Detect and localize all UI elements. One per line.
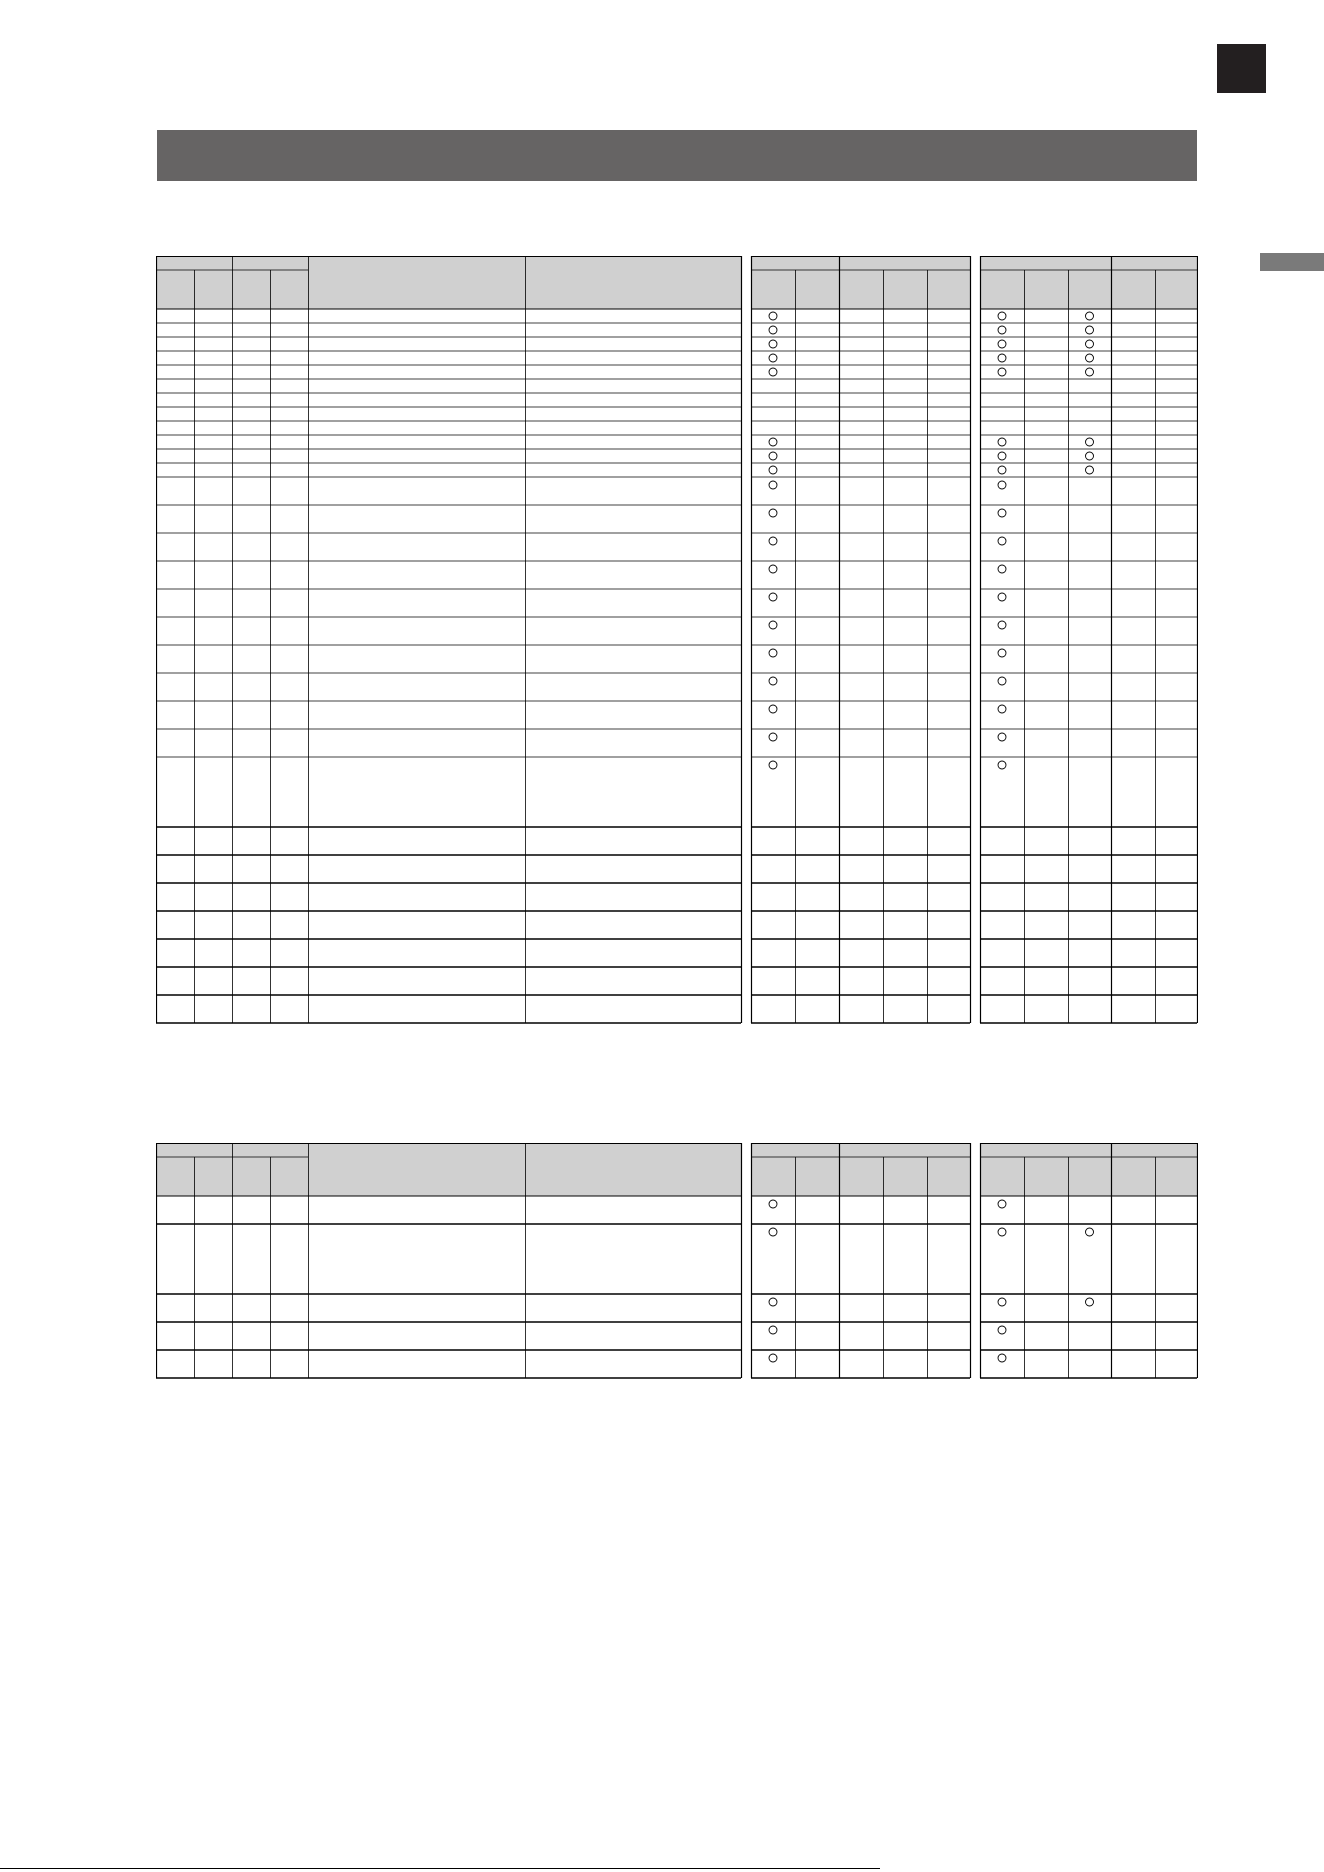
circle-mark <box>769 438 777 446</box>
circle-mark <box>1086 466 1094 474</box>
circle-mark <box>998 509 1006 517</box>
circle-mark <box>769 1354 777 1362</box>
side-index-marker <box>1260 253 1324 271</box>
circle-mark <box>769 621 777 629</box>
circle-mark <box>1086 452 1094 460</box>
circle-mark <box>769 1298 777 1306</box>
circle-mark <box>769 368 777 376</box>
circle-mark <box>769 649 777 657</box>
circle-mark <box>998 705 1006 713</box>
circle-mark <box>769 593 777 601</box>
circle-mark <box>769 509 777 517</box>
circle-mark <box>769 537 777 545</box>
header-block-right <box>980 256 1197 309</box>
circle-mark <box>998 368 1006 376</box>
circle-mark <box>769 466 777 474</box>
circle-mark <box>1086 326 1094 334</box>
footer-text <box>880 1862 1050 1872</box>
circle-mark <box>769 452 777 460</box>
header-block-left <box>156 256 741 309</box>
circle-mark <box>998 466 1006 474</box>
circle-mark <box>769 354 777 362</box>
circle-mark <box>998 1200 1006 1208</box>
circle-mark <box>998 649 1006 657</box>
circle-mark <box>998 452 1006 460</box>
circle-mark <box>1086 1228 1094 1236</box>
header-block-middle <box>751 1143 970 1196</box>
circle-mark <box>998 677 1006 685</box>
circle-mark <box>998 537 1006 545</box>
header-block-middle <box>751 256 970 309</box>
circle-mark <box>769 481 777 489</box>
circle-mark <box>769 733 777 741</box>
circle-mark <box>998 1298 1006 1306</box>
circle-mark <box>769 312 777 320</box>
circle-mark <box>1086 368 1094 376</box>
circle-mark <box>769 340 777 348</box>
circle-mark <box>1086 1298 1094 1306</box>
circle-mark <box>769 326 777 334</box>
circle-mark <box>998 340 1006 348</box>
header-block-left <box>156 1143 741 1196</box>
circle-mark <box>998 438 1006 446</box>
footer-rule <box>0 1868 880 1869</box>
circle-mark <box>998 593 1006 601</box>
circle-mark <box>998 761 1006 769</box>
circle-mark <box>998 481 1006 489</box>
section-title-bar <box>157 130 1197 181</box>
circle-mark <box>998 1326 1006 1334</box>
spec-table-2 <box>156 1143 1198 1379</box>
circle-mark <box>769 1200 777 1208</box>
header-block-right <box>980 1143 1197 1196</box>
circle-mark <box>1086 438 1094 446</box>
circle-mark <box>998 354 1006 362</box>
circle-mark <box>769 705 777 713</box>
circle-mark <box>769 1228 777 1236</box>
circle-mark <box>998 1354 1006 1362</box>
circle-mark <box>1086 312 1094 320</box>
spec-table-1 <box>156 256 1198 1024</box>
circle-mark <box>769 677 777 685</box>
circle-mark <box>998 733 1006 741</box>
circle-mark <box>998 565 1006 573</box>
circle-mark <box>1086 340 1094 348</box>
circle-mark <box>998 1228 1006 1236</box>
chapter-tab <box>1217 44 1266 93</box>
circle-mark <box>998 312 1006 320</box>
circle-mark <box>998 326 1006 334</box>
circle-mark <box>1086 354 1094 362</box>
circle-mark <box>998 621 1006 629</box>
circle-mark <box>769 1326 777 1334</box>
circle-mark <box>769 565 777 573</box>
circle-mark <box>769 761 777 769</box>
